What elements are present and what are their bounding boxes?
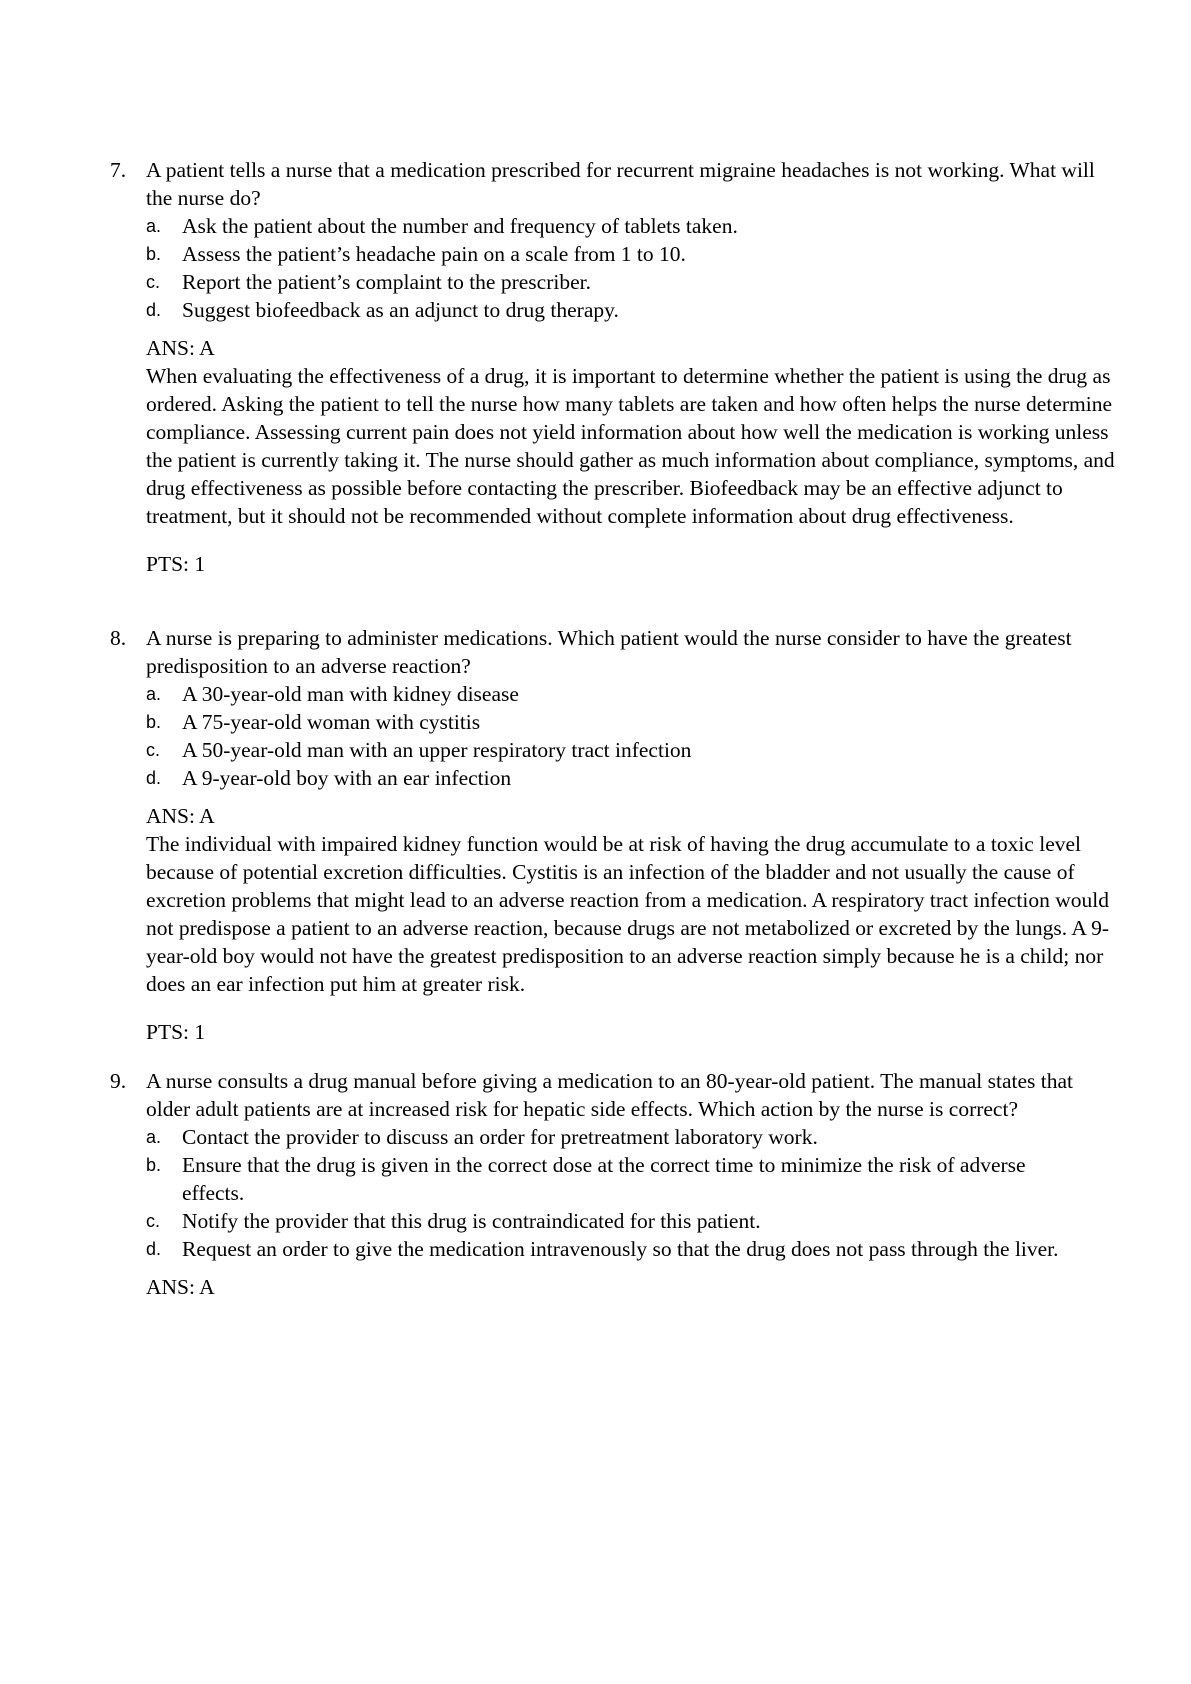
answer-options [110, 212, 1120, 324]
option-text: A 30-year-old man with kidney disease [182, 682, 519, 706]
answer-option-b [110, 240, 1092, 268]
option-text: Suggest biofeedback as an adjunct to drug therapy. [182, 298, 619, 322]
answer-key: ANS: A [146, 1275, 215, 1299]
answer-option-a [110, 1123, 1092, 1151]
option-text: Notify the provider that this drug is contraindicated for this patient. [182, 1209, 761, 1233]
answer-key: ANS: A [146, 804, 215, 828]
option-letter: a. [146, 1127, 162, 1147]
answer-block [110, 334, 1120, 578]
option-letter: a. [146, 684, 162, 704]
question-stem-row [110, 624, 1120, 680]
question-stem-row [110, 1067, 1120, 1123]
answer-option-c [110, 736, 1092, 764]
question-9 [110, 1067, 1120, 1301]
points-value: PTS: 1 [146, 552, 206, 576]
answer-option-a [110, 212, 1092, 240]
answer-option-b [110, 708, 1092, 736]
option-letter: d. [146, 768, 162, 788]
option-letter: c. [146, 740, 161, 760]
answer-option-c [110, 1207, 1092, 1235]
answer-option-d [110, 764, 1092, 792]
option-letter: d. [146, 1239, 162, 1259]
answer-option-b [110, 1151, 1092, 1207]
question-stem: A patient tells a nurse that a medication prescribed for recurrent migraine headaches is not working. What will the nurse do? [146, 158, 1095, 210]
question-number: 7. [110, 158, 127, 182]
question-stem: A nurse is preparing to administer medications. Which patient would the nurse consider to have the greatest predisposition to an adverse reaction? [146, 626, 1072, 678]
answer-block [110, 802, 1120, 1046]
question-8 [110, 624, 1120, 1046]
question-7 [110, 156, 1120, 578]
question-stem: A nurse consults a drug manual before giving a medication to an 80-year-old patient. The manual states that older adult patients are at increased risk for hepatic side effects. Which action by the nurse is correct? [146, 1069, 1073, 1121]
option-letter: b. [146, 712, 162, 732]
answer-block [110, 1273, 1120, 1301]
answer-option-d [110, 296, 1092, 324]
option-text: Ask the patient about the number and frequency of tablets taken. [182, 214, 738, 238]
option-text: Request an order to give the medication intravenously so that the drug does not pass through the liver. [182, 1237, 1059, 1261]
answer-option-d [110, 1235, 1092, 1263]
option-text: Ensure that the drug is given in the correct dose at the correct time to minimize the risk of adverse effects. [182, 1153, 1026, 1205]
answer-options [110, 680, 1120, 792]
answer-key: ANS: A [146, 336, 215, 360]
option-letter: c. [146, 272, 161, 292]
answer-options [110, 1123, 1120, 1263]
option-text: A 75-year-old woman with cystitis [182, 710, 481, 734]
option-text: Contact the provider to discuss an order for pretreatment laboratory work. [182, 1125, 818, 1149]
question-number: 8. [110, 626, 127, 650]
answer-option-c [110, 268, 1092, 296]
option-letter: b. [146, 1155, 162, 1175]
question-stem-row [110, 156, 1120, 212]
option-letter: d. [146, 300, 162, 320]
answer-rationale: The individual with impaired kidney function would be at risk of having the drug accumulate to a toxic level because of potential excretion difficulties. Cystitis is an infection of the bladder and not usually the cause of excretion problems that might lead to an adverse reaction from a medication. A respiratory tract infection would not predispose a patient to an adverse reaction, because drugs are not metabolized or excreted by the lungs. A 9-year-old boy would not have the greatest predisposition to an adverse reaction simply because he is a child; nor does an ear infection put him at greater risk. [146, 832, 1109, 996]
option-text: A 9-year-old boy with an ear infection [182, 766, 512, 790]
option-letter: a. [146, 216, 162, 236]
points-value: PTS: 1 [146, 1020, 206, 1044]
option-letter: b. [146, 244, 162, 264]
option-text: Assess the patient’s headache pain on a scale from 1 to 10. [182, 242, 686, 266]
option-letter: c. [146, 1211, 161, 1231]
question-number: 9. [110, 1069, 127, 1093]
answer-rationale: When evaluating the effectiveness of a drug, it is important to determine whether the patient is using the drug as ordered. Asking the patient to tell the nurse how many tablets are taken and how often helps the nurse determine compliance. Assessing current pain does not yield information about how well the medication is working unless the patient is currently taking it. The nurse should gather as much information about compliance, symptoms, and drug effectiveness as possible before contacting the prescriber. Biofeedback may be an effective adjunct to treatment, but it should not be recommended without complete information about drug effectiveness. [146, 364, 1115, 528]
option-text: A 50-year-old man with an upper respiratory tract infection [182, 738, 692, 762]
option-text: Report the patient’s complaint to the prescriber. [182, 270, 591, 294]
answer-option-a [110, 680, 1092, 708]
